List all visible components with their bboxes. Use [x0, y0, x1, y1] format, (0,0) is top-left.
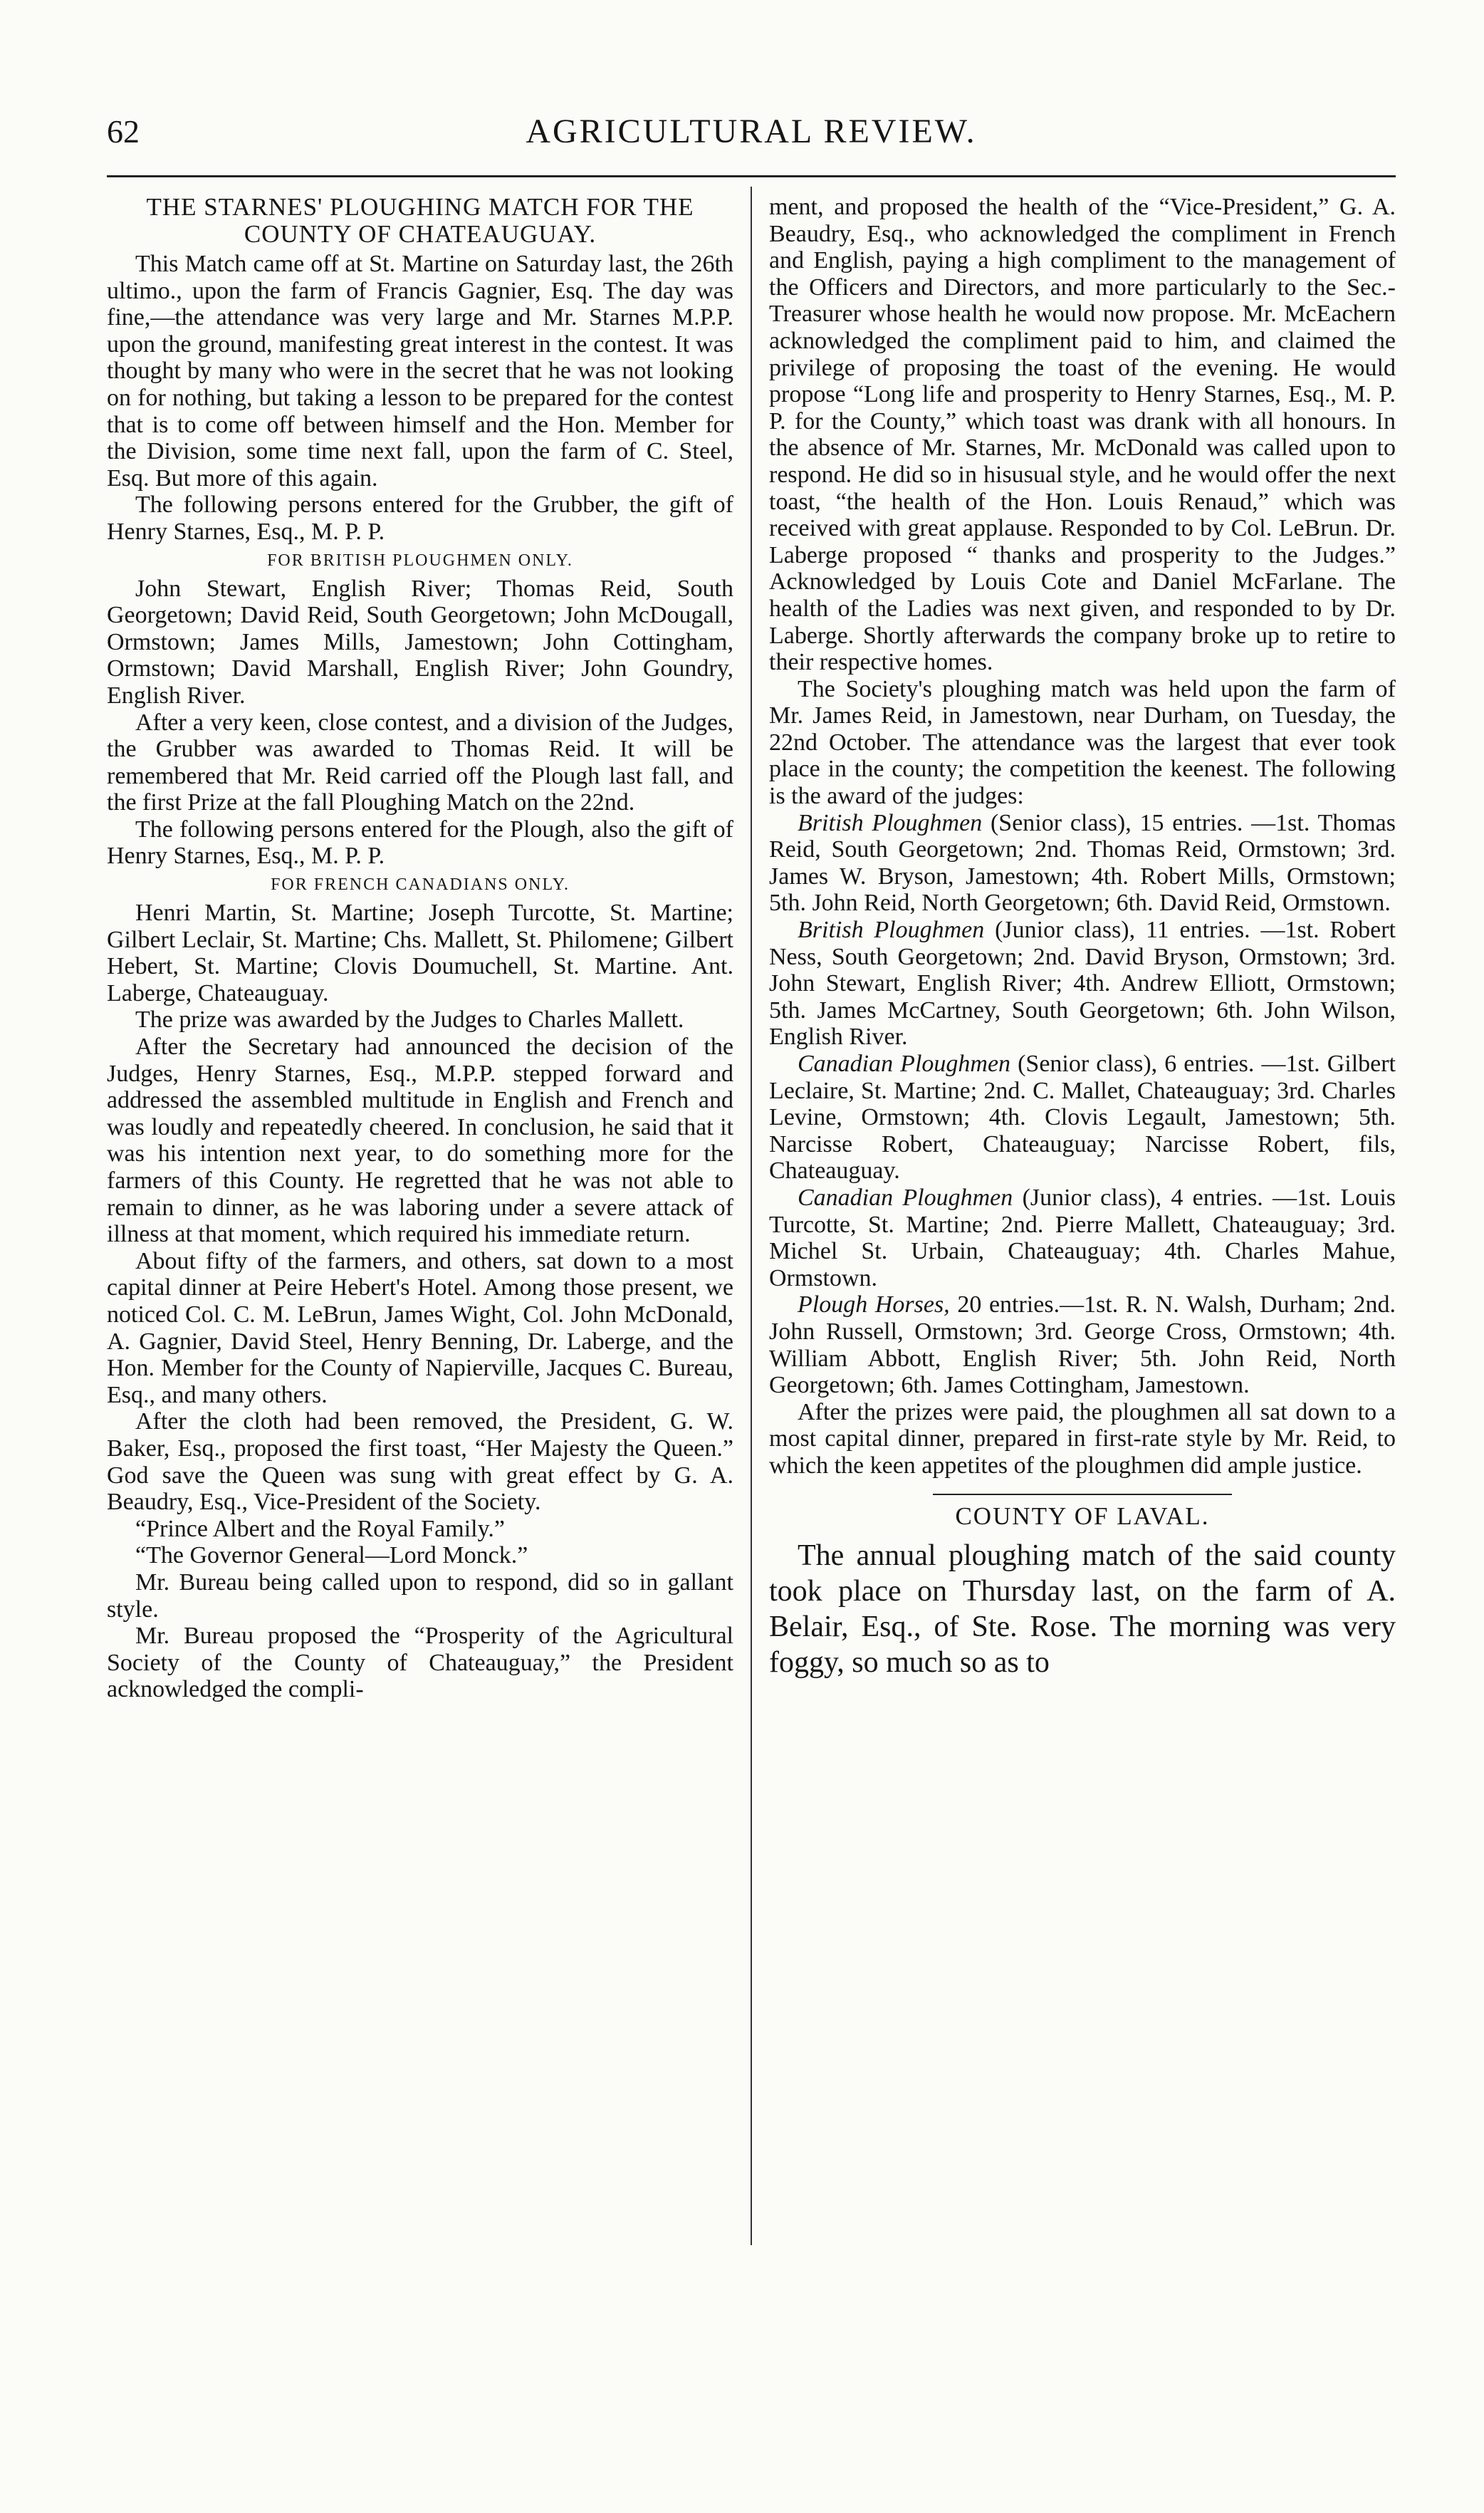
award-category: British Ploughmen [798, 917, 985, 944]
section-heading: COUNTY OF LAVAL. [955, 1502, 1210, 1530]
award-paragraph [769, 1051, 1396, 1185]
award-paragraph [769, 1185, 1396, 1291]
award-text: (Senior class), 6 entries. —1st. Gilbert Leclaire, St. Martine; 2nd. C. Mallet, Chateauguay; 3rd. Charles Levine, Ormstown; 4th. Clovis Legault, Jamestown; 5th. Narcisse Robert, Chateauguay; Narcisse Robert, fils, Chateauguay. [769, 1051, 1396, 1185]
award-paragraph [769, 810, 1396, 917]
award-paragraph [769, 917, 1396, 1051]
award-text: 20 entries.—1st. R. N. Walsh, Durham; 2nd. John Russell, Ormstown; 3rd. George Cross, Ormstown; 4th. William Abbott, English River; 5th. John Reid, North Georgetown; 6th. James Cottingham, Jamestown. [769, 1291, 1396, 1399]
section-rule [933, 1494, 1232, 1495]
award-text: (Senior class), 15 entries. —1st. Thomas Reid, South Georgetown; 2nd. Thomas Reid, Ormstown; 3rd. James W. Bryson, Jamestown; 4th. Robert Mills, Ormstown; 5th. John Reid, North Georgetown; 6th. David Reid, Ormstown. [769, 809, 1396, 917]
section-subhead: FOR BRITISH PLOUGHMEN ONLY. [267, 551, 573, 570]
running-head: AGRICULTURAL REVIEW. [526, 113, 977, 150]
paragraph: After the cloth had been removed, the President, G. W. Baker, Esq., proposed the first toast, “Her Majesty the Queen.” God save the Queen was sung with great effect by G. A. Beaudry, Esq., Vice-President of the Society. [107, 1408, 733, 1516]
award-text: (Junior class), 4 entries. —1st. Louis Turcotte, St. Martine; 2nd. Pierre Mallett, Chateauguay; 3rd. Michel St. Urbain, Chateauguay; 4th. Charles Mahue, Ormstown. [769, 1184, 1396, 1291]
paragraph: After the prizes were paid, the ploughmen all sat down to a most capital dinner, prepared in first-rate style by Mr. Reid, to which the keen appetites of the ploughmen did ample justice. [769, 1398, 1396, 1479]
award-category: Canadian Ploughmen [798, 1051, 1011, 1077]
paragraph: Henri Martin, St. Martine; Joseph Turcotte, St. Martine; Gilbert Leclair, St. Martine; Chs. Mallett, St. Philomene; Gilbert Hebert, St. Martine; Clovis Doumuchell, St. Martine. Ant. Laberge, Chateauguay. [107, 900, 733, 1006]
paragraph: ment, and proposed the health of the “Vice-President,” G. A. Beaudry, Esq., who acknowledged the compliment in French and English, paying a high compliment to the management of the Officers and Directors, and more particularly to the Sec.-Treasurer whose health he would now propose. Mr. McEachern acknowledged the compliment paid to him, and claimed the privilege of proposing the toast of the evening. He would propose “Long life and prosperity to Henry Starnes, Esq., M. P. P. for the County,” which toast was drank with all honours. In the absence of Mr. Starnes, Mr. McDonald was called upon to respond. He did so in hisusual style, and he would offer the next toast, “the health of the Hon. Louis Renaud,” which was received with great applause. Responded to by Col. LeBrun. Dr. Laberge proposed “ thanks and prosperity to the Judges.” Acknowledged by Louis Cote and Daniel McFarlane. The health of the Ladies was next given, and responded to by Dr. Laberge. Shortly afterwards the company broke up to retire to their respective homes. [769, 194, 1396, 676]
paragraph: “The Governor General—Lord Monck.” [135, 1542, 528, 1569]
paragraph: “Prince Albert and the Royal Family.” [135, 1515, 505, 1542]
paragraph: This Match came off at St. Martine on Saturday last, the 26th ultimo., upon the farm of Francis Gagnier, Esq. The day was fine,—the attendance was very large and Mr. Starnes M.P.P. upon the ground, manifesting great interest in the contest. It was thought by many who were in the secret that he was not looking on for nothing, but taking a lesson to be prepared for the contest that is to come off between himself and the Hon. Member for the Division, some time next fall, upon the farm of C. Steel, Esq. But more of this again. [107, 251, 733, 491]
right-column [769, 194, 1396, 1680]
award-category: Canadian Ploughmen [798, 1184, 1013, 1211]
column-divider [751, 187, 752, 2245]
paragraph: After a very keen, close contest, and a division of the Judges, the Grubber was awarded to Thomas Reid. It will be remembered that Mr. Reid carried off the Plough last fall, and the first Prize at the fall Ploughing Match on the 22nd. [107, 709, 733, 816]
paragraph: The following persons entered for the Plough, also the gift of Henry Starnes, Esq., M. P. P. [107, 816, 733, 870]
paragraph: The Society's ploughing match was held upon the farm of Mr. James Reid, in Jamestown, near Durham, on Tuesday, the 22nd October. The attendance was the largest that ever took place in the county; the competition the keenest. The following is the award of the judges: [769, 675, 1396, 810]
award-text: (Junior class), 11 entries. —1st. Robert Ness, South Georgetown; 2nd. David Bryson, Ormstown; 3rd. John Stewart, English River; 4th. Andrew Elliott, Ormstown; 5th. James McCartney, South Georgetown; 6th. John Wilson, English River. [769, 917, 1396, 1051]
page-number: 62 [107, 113, 140, 150]
paragraph: Mr. Bureau being called upon to respond, did so in gallant style. [107, 1568, 733, 1623]
paragraph: After the Secretary had announced the decision of the Judges, Henry Starnes, Esq., M.P.P. stepped forward and addressed the assembled multitude in English and French and was loudly and repeatedly cheered. In conclusion, he said that it was his intention next year, to do something more for the farmers of this County. He regretted that he was not able to remain to dinner, as he was laboring under a severe attack of illness at that moment, which required his immediate return. [107, 1034, 733, 1248]
paragraph: Mr. Bureau proposed the “Prosperity of the Agricultural Society of the County of Chateauguay,” the President acknowledged the compli- [107, 1623, 733, 1703]
award-category: British Ploughmen [798, 809, 983, 836]
section-subhead: FOR FRENCH CANADIANS ONLY. [271, 875, 570, 895]
paragraph: The annual ploughing match of the said county took place on Thursday last, on the farm of A. Belair, Esq., of Ste. Rose. The morning was very foggy, so much so as to [769, 1539, 1396, 1679]
award-category: Plough Horses, [798, 1291, 950, 1318]
left-column [107, 194, 733, 1703]
paragraph: John Stewart, English River; Thomas Reid, South Georgetown; David Reid, South Georgetown; John McDougall, Ormstown; James Mills, Jamestown; John Cottingham, Ormstown; David Marshall, English River; John Goundry, English River. [107, 575, 733, 709]
page-header [107, 107, 1396, 157]
award-paragraph [769, 1291, 1396, 1398]
article-headline: THE STARNES' PLOUGHING MATCH FOR THE COUNTY OF CHATEAUGUAY. [146, 193, 694, 248]
header-rule [107, 175, 1396, 177]
paragraph: About fifty of the farmers, and others, sat down to a most capital dinner at Peire Hebert's Hotel. Among those present, we noticed Col. C. M. LeBrun, James Wight, Col. John McDonald, A. Gagnier, David Steel, Henry Benning, Dr. Laberge, and the Hon. Member for the County of Napierville, Jacques C. Bureau, Esq., and many others. [107, 1247, 733, 1408]
paragraph: The following persons entered for the Grubber, the gift of Henry Starnes, Esq., M. P. P. [107, 491, 733, 545]
paragraph: The prize was awarded by the Judges to Charles Mallett. [135, 1006, 684, 1034]
